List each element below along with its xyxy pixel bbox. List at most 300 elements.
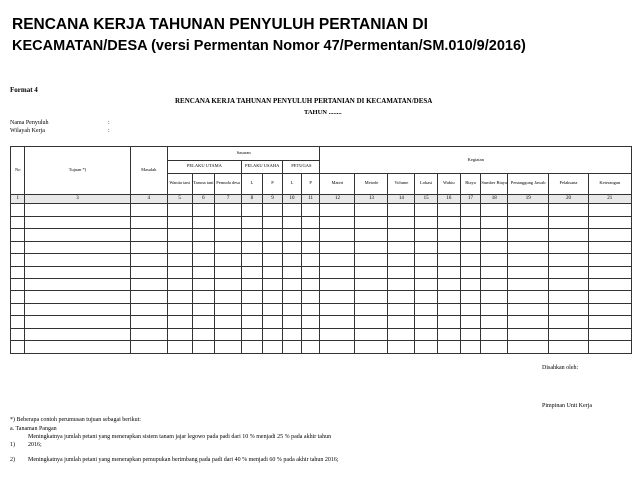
table-cell [301,316,320,328]
table-cell [130,204,167,216]
table-cell [130,291,167,303]
table-cell [415,204,438,216]
table-cell [192,328,215,340]
table-cell [242,291,263,303]
table-cell [481,229,508,241]
column-number: 10 [283,194,302,203]
table-cell [320,316,355,328]
table-cell [481,316,508,328]
table-cell [192,316,215,328]
table-cell [508,204,549,216]
table-cell [437,204,460,216]
table-cell [549,254,588,266]
column-number: 7 [215,194,242,203]
header-kegiatan-col: Materi [320,174,355,195]
table-cell [25,216,130,228]
table-cell [588,328,631,340]
disahkan-label: Disahkan oleh: [542,365,579,371]
table-cell [215,204,242,216]
table-cell [301,204,320,216]
table-cell [11,279,25,291]
header-wanita-tani: Wanita tani [167,174,192,195]
table-row [11,216,632,228]
table-cell [167,328,192,340]
slide-title-line2: KECAMATAN/DESA (versi Permentan Nomor 47/Permentan/SM.010/9/2016) [12,38,526,54]
table-cell [460,341,481,354]
table-cell [242,303,263,315]
table-cell [388,241,415,253]
table-cell [242,341,263,354]
table-cell [215,216,242,228]
table-cell [192,303,215,315]
table-cell [415,229,438,241]
table-cell [215,316,242,328]
table-cell [167,204,192,216]
table-cell [588,291,631,303]
table-cell [301,303,320,315]
table-cell [130,266,167,278]
table-cell [11,216,25,228]
table-cell [437,241,460,253]
table-cell [283,229,302,241]
column-number: 3 [25,194,130,203]
column-number: 9 [262,194,283,203]
table-cell [388,303,415,315]
table-cell [242,241,263,253]
column-number: 18 [481,194,508,203]
header-kegiatan-col: Keterangan [588,174,631,195]
table-cell [388,279,415,291]
field-sep: : [108,120,110,126]
table-cell [355,303,388,315]
table-cell [588,316,631,328]
table-cell [283,204,302,216]
table-cell [167,216,192,228]
header-p: P [262,174,283,195]
document-heading: RENCANA KERJA TAHUNAN PENYULUH PERTANIAN DI KECAMATAN/DESA [175,97,433,105]
table-cell [242,266,263,278]
table-cell [460,291,481,303]
table-cell [130,216,167,228]
table-cell [355,266,388,278]
header-pemuda-desa: Pemuda desa [215,174,242,195]
table-cell [460,316,481,328]
header-sasaran: Sasaran [167,147,320,161]
table-cell [242,316,263,328]
header-no: No [11,147,25,195]
table-cell [588,254,631,266]
table-cell [355,254,388,266]
header-kegiatan-col: Waktu [437,174,460,195]
table-cell [262,204,283,216]
table-cell [11,291,25,303]
table-cell [481,328,508,340]
header-petugas: PETUGAS [283,160,320,174]
table-cell [283,291,302,303]
table-cell [167,266,192,278]
table-cell [588,266,631,278]
table-cell [11,316,25,328]
table-cell [130,279,167,291]
table-cell [460,328,481,340]
table-cell [167,254,192,266]
table-cell [25,266,130,278]
table-cell [167,279,192,291]
table-cell [549,291,588,303]
table-cell [508,266,549,278]
table-cell [588,303,631,315]
header-kegiatan-col: Penanggung Jawab [508,174,549,195]
table-cell [262,241,283,253]
table-row [11,316,632,328]
table-cell [301,254,320,266]
header-kegiatan-col: Biaya [460,174,481,195]
table-row [11,241,632,253]
table-cell [262,316,283,328]
table-cell [588,279,631,291]
table-cell [388,328,415,340]
column-number: 4 [130,194,167,203]
table-cell [388,229,415,241]
header-l: L [283,174,302,195]
table-cell [388,291,415,303]
table-row [11,291,632,303]
table-cell [437,216,460,228]
table-cell [355,291,388,303]
table-cell [11,328,25,340]
table-cell [460,254,481,266]
table-cell [437,341,460,354]
table-cell [415,241,438,253]
table-cell [25,291,130,303]
table-cell [460,279,481,291]
document-year: TAHUN ........ [304,109,342,116]
document-scan [0,78,638,479]
table-cell [437,328,460,340]
table-cell [549,328,588,340]
table-cell [549,316,588,328]
table-cell [283,279,302,291]
table-row [11,266,632,278]
table-cell [588,229,631,241]
table-cell [549,279,588,291]
table-cell [262,279,283,291]
table-cell [320,241,355,253]
table-cell [262,254,283,266]
column-number: 11 [301,194,320,203]
table-cell [262,229,283,241]
table-cell [320,216,355,228]
table-cell [508,316,549,328]
table-cell [508,229,549,241]
table-cell [320,254,355,266]
table-cell [262,303,283,315]
header-kegiatan-col: Lokasi [415,174,438,195]
table-cell [388,266,415,278]
table-cell [415,303,438,315]
table-cell [588,241,631,253]
table-cell [192,204,215,216]
table-cell [301,291,320,303]
header-taruna-tani: Taruna tani [192,174,215,195]
table-cell [167,316,192,328]
table-cell [301,229,320,241]
table-cell [283,303,302,315]
table-cell [481,204,508,216]
table-cell [508,291,549,303]
table-cell [460,241,481,253]
table-cell [167,229,192,241]
table-cell [11,341,25,354]
table-cell [215,241,242,253]
notes-line1: Meningkatnya jumlah petani yang menerapkan sistem tanam jajar legowo pada padi dari 10 % menjadi 25 % pada akhir tahun [28,434,332,440]
table-cell [355,204,388,216]
column-number: 8 [242,194,263,203]
table-cell [549,204,588,216]
header-masalah: Masalah [130,147,167,195]
table-cell [192,241,215,253]
table-cell [11,229,25,241]
table-row [11,303,632,315]
table-cell [460,303,481,315]
table-cell [415,216,438,228]
table-cell [481,216,508,228]
table-cell [192,266,215,278]
table-cell [437,279,460,291]
column-number: 14 [388,194,415,203]
table-cell [320,328,355,340]
table-cell [320,303,355,315]
table-cell [262,341,283,354]
table-cell [460,216,481,228]
table-cell [437,254,460,266]
table-cell [301,241,320,253]
table-cell [508,328,549,340]
table-cell [25,204,130,216]
table-cell [11,204,25,216]
column-number: 5 [167,194,192,203]
table-cell [25,229,130,241]
table-cell [355,328,388,340]
column-number: 12 [320,194,355,203]
table-cell [130,229,167,241]
table-cell [415,291,438,303]
table-cell [192,229,215,241]
table-cell [215,328,242,340]
table-cell [301,328,320,340]
table-cell [242,229,263,241]
notes-n1: 1) [10,442,15,448]
header-tujuan: Tujuan *) [25,147,130,195]
table-cell [130,328,167,340]
table-cell [11,303,25,315]
table-cell [388,254,415,266]
header-pelaku-utama: PELAKU UTAMA [167,160,241,174]
table-cell [388,216,415,228]
table-cell [355,241,388,253]
table-cell [460,204,481,216]
notes-year1: 2016; [28,442,42,448]
table-cell [481,279,508,291]
table-cell [242,254,263,266]
table-cell [481,303,508,315]
work-plan-table [10,146,632,354]
table-cell [415,328,438,340]
table-cell [283,266,302,278]
table-cell [320,341,355,354]
notes-n2: 2) [10,457,15,463]
table-cell [481,254,508,266]
column-number: 6 [192,194,215,203]
table-cell [11,254,25,266]
table-cell [215,291,242,303]
table-cell [192,291,215,303]
table-cell [588,216,631,228]
column-number: 13 [355,194,388,203]
column-number: 20 [549,194,588,203]
table-cell [215,341,242,354]
table-cell [192,254,215,266]
table-cell [283,316,302,328]
table-cell [415,341,438,354]
table-cell [215,229,242,241]
table-cell [549,303,588,315]
column-number: 15 [415,194,438,203]
table-row [11,229,632,241]
header-kegiatan-col: Metode [355,174,388,195]
table-cell [192,341,215,354]
table-cell [437,291,460,303]
table-cell [167,303,192,315]
table-cell [262,328,283,340]
header-kegiatan: Kegiatan [320,147,632,174]
table-cell [283,254,302,266]
table-row [11,328,632,340]
table-cell [262,291,283,303]
table-cell [242,216,263,228]
table-cell [215,279,242,291]
table-cell [242,204,263,216]
table-cell [481,241,508,253]
table-cell [25,316,130,328]
table-cell [415,316,438,328]
table-cell [388,341,415,354]
table-cell [437,316,460,328]
column-number: 17 [460,194,481,203]
table-cell [549,341,588,354]
table-cell [130,303,167,315]
format-label: Format 4 [10,86,38,94]
table-cell [508,279,549,291]
field-nama-penyuluh: Nama Penyuluh [10,120,49,126]
table-cell [320,204,355,216]
table-cell [192,279,215,291]
header-kegiatan-col: Sumber Biaya [481,174,508,195]
field-sep: : [108,128,110,134]
table-cell [355,341,388,354]
column-number: 1 [11,194,25,203]
table-cell [508,341,549,354]
table-cell [355,316,388,328]
table-cell [283,241,302,253]
table-cell [481,266,508,278]
table-cell [508,303,549,315]
table-cell [508,216,549,228]
table-cell [25,328,130,340]
table-cell [388,316,415,328]
column-number: 21 [588,194,631,203]
table-cell [588,204,631,216]
table-cell [167,341,192,354]
table-cell [388,204,415,216]
table-cell [11,266,25,278]
notes-intro: *) Beberapa contoh perumusan tujuan sebagai berikut: [10,417,141,423]
table-cell [415,266,438,278]
table-cell [549,229,588,241]
header-l: L [242,174,263,195]
notes-a: a. Tanaman Pangan [10,426,57,432]
table-cell [262,266,283,278]
table-cell [301,279,320,291]
table-cell [549,266,588,278]
pimpinan-label: Pimpinan Unit Kerja [542,403,592,409]
field-wilayah-kerja: Wilayah Kerja [10,128,45,134]
table-cell [508,254,549,266]
table-cell [25,241,130,253]
table-row [11,204,632,216]
table-cell [437,229,460,241]
table-cell [481,341,508,354]
table-cell [25,303,130,315]
table-cell [355,279,388,291]
header-pelaku-usaha: PELAKU USAHA [242,160,283,174]
table-row [11,341,632,354]
table-cell [301,216,320,228]
table-cell [415,254,438,266]
table-cell [508,241,549,253]
column-number: 16 [437,194,460,203]
column-number: 19 [508,194,549,203]
table-cell [481,291,508,303]
table-row [11,279,632,291]
table-cell [320,266,355,278]
header-kegiatan-col: Pelaksana [549,174,588,195]
table-cell [549,241,588,253]
notes-line2: Meningkatnya jumlah petani yang menerapkan pemupukan berimbang pada padi dari 40 % menjadi 60 % pada akhir tahun 2016; [28,457,339,463]
table-cell [215,303,242,315]
table-cell [130,316,167,328]
table-cell [460,229,481,241]
table-cell [167,291,192,303]
table-cell [130,241,167,253]
table-cell [437,266,460,278]
table-cell [301,266,320,278]
table-cell [130,341,167,354]
table-cell [283,328,302,340]
table-cell [215,266,242,278]
table-cell [415,279,438,291]
header-p: P [301,174,320,195]
table-cell [320,279,355,291]
table-cell [25,254,130,266]
table-cell [11,241,25,253]
header-kegiatan-col: Volume [388,174,415,195]
table-cell [320,229,355,241]
table-cell [320,291,355,303]
table-cell [355,229,388,241]
table-cell [25,279,130,291]
table-cell [130,254,167,266]
